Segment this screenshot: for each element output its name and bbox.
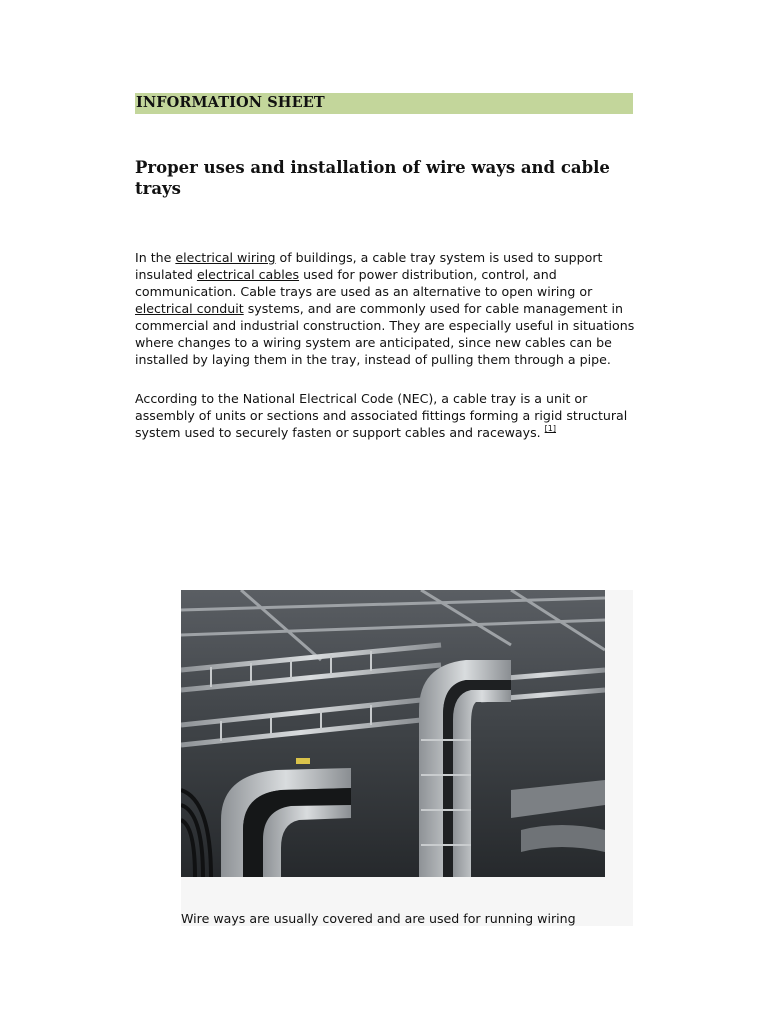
caption-text: Wire ways are usually covered and are used for running wiring: [181, 911, 576, 926]
nec-definition-text: According to the National Electrical Code (NEC), a cable tray is a unit or assembly of units or sections and associated fittings forming a rigid structural system used to securely fasten or support cables and raceways.: [135, 391, 628, 440]
link-electrical-conduit[interactable]: electrical conduit: [135, 301, 244, 316]
information-sheet-banner: [135, 93, 633, 114]
link-electrical-cables[interactable]: electrical cables: [196, 267, 300, 282]
intro-text-2: of buildings, a cable tray system is used to support insulated: [135, 250, 603, 282]
nec-definition-paragraph: [135, 390, 645, 441]
intro-text-1: In the: [135, 250, 176, 265]
reference-link[interactable]: [1]: [544, 424, 557, 433]
banner-label: INFORMATION SHEET: [136, 94, 325, 111]
link-electrical-wiring[interactable]: electrical wiring: [175, 250, 276, 265]
cable-tray-photo: [181, 590, 605, 877]
intro-text-3: used for power distribution, control, and communication. Cable trays are used as an alternative to open wiring or: [135, 267, 593, 299]
intro-paragraph: [135, 249, 645, 368]
page-title: Proper uses and installation of wire ways and cable trays: [135, 158, 610, 198]
intro-text-4: systems, and are commonly used for cable management in commercial and industrial construction. They are especially useful in situations where changes to a wiring system are anticipated, since new cables can be installed by laying them in the tray, instead of pulling them through a pipe.: [135, 301, 635, 367]
cable-tray-photo-frame: [181, 590, 633, 926]
